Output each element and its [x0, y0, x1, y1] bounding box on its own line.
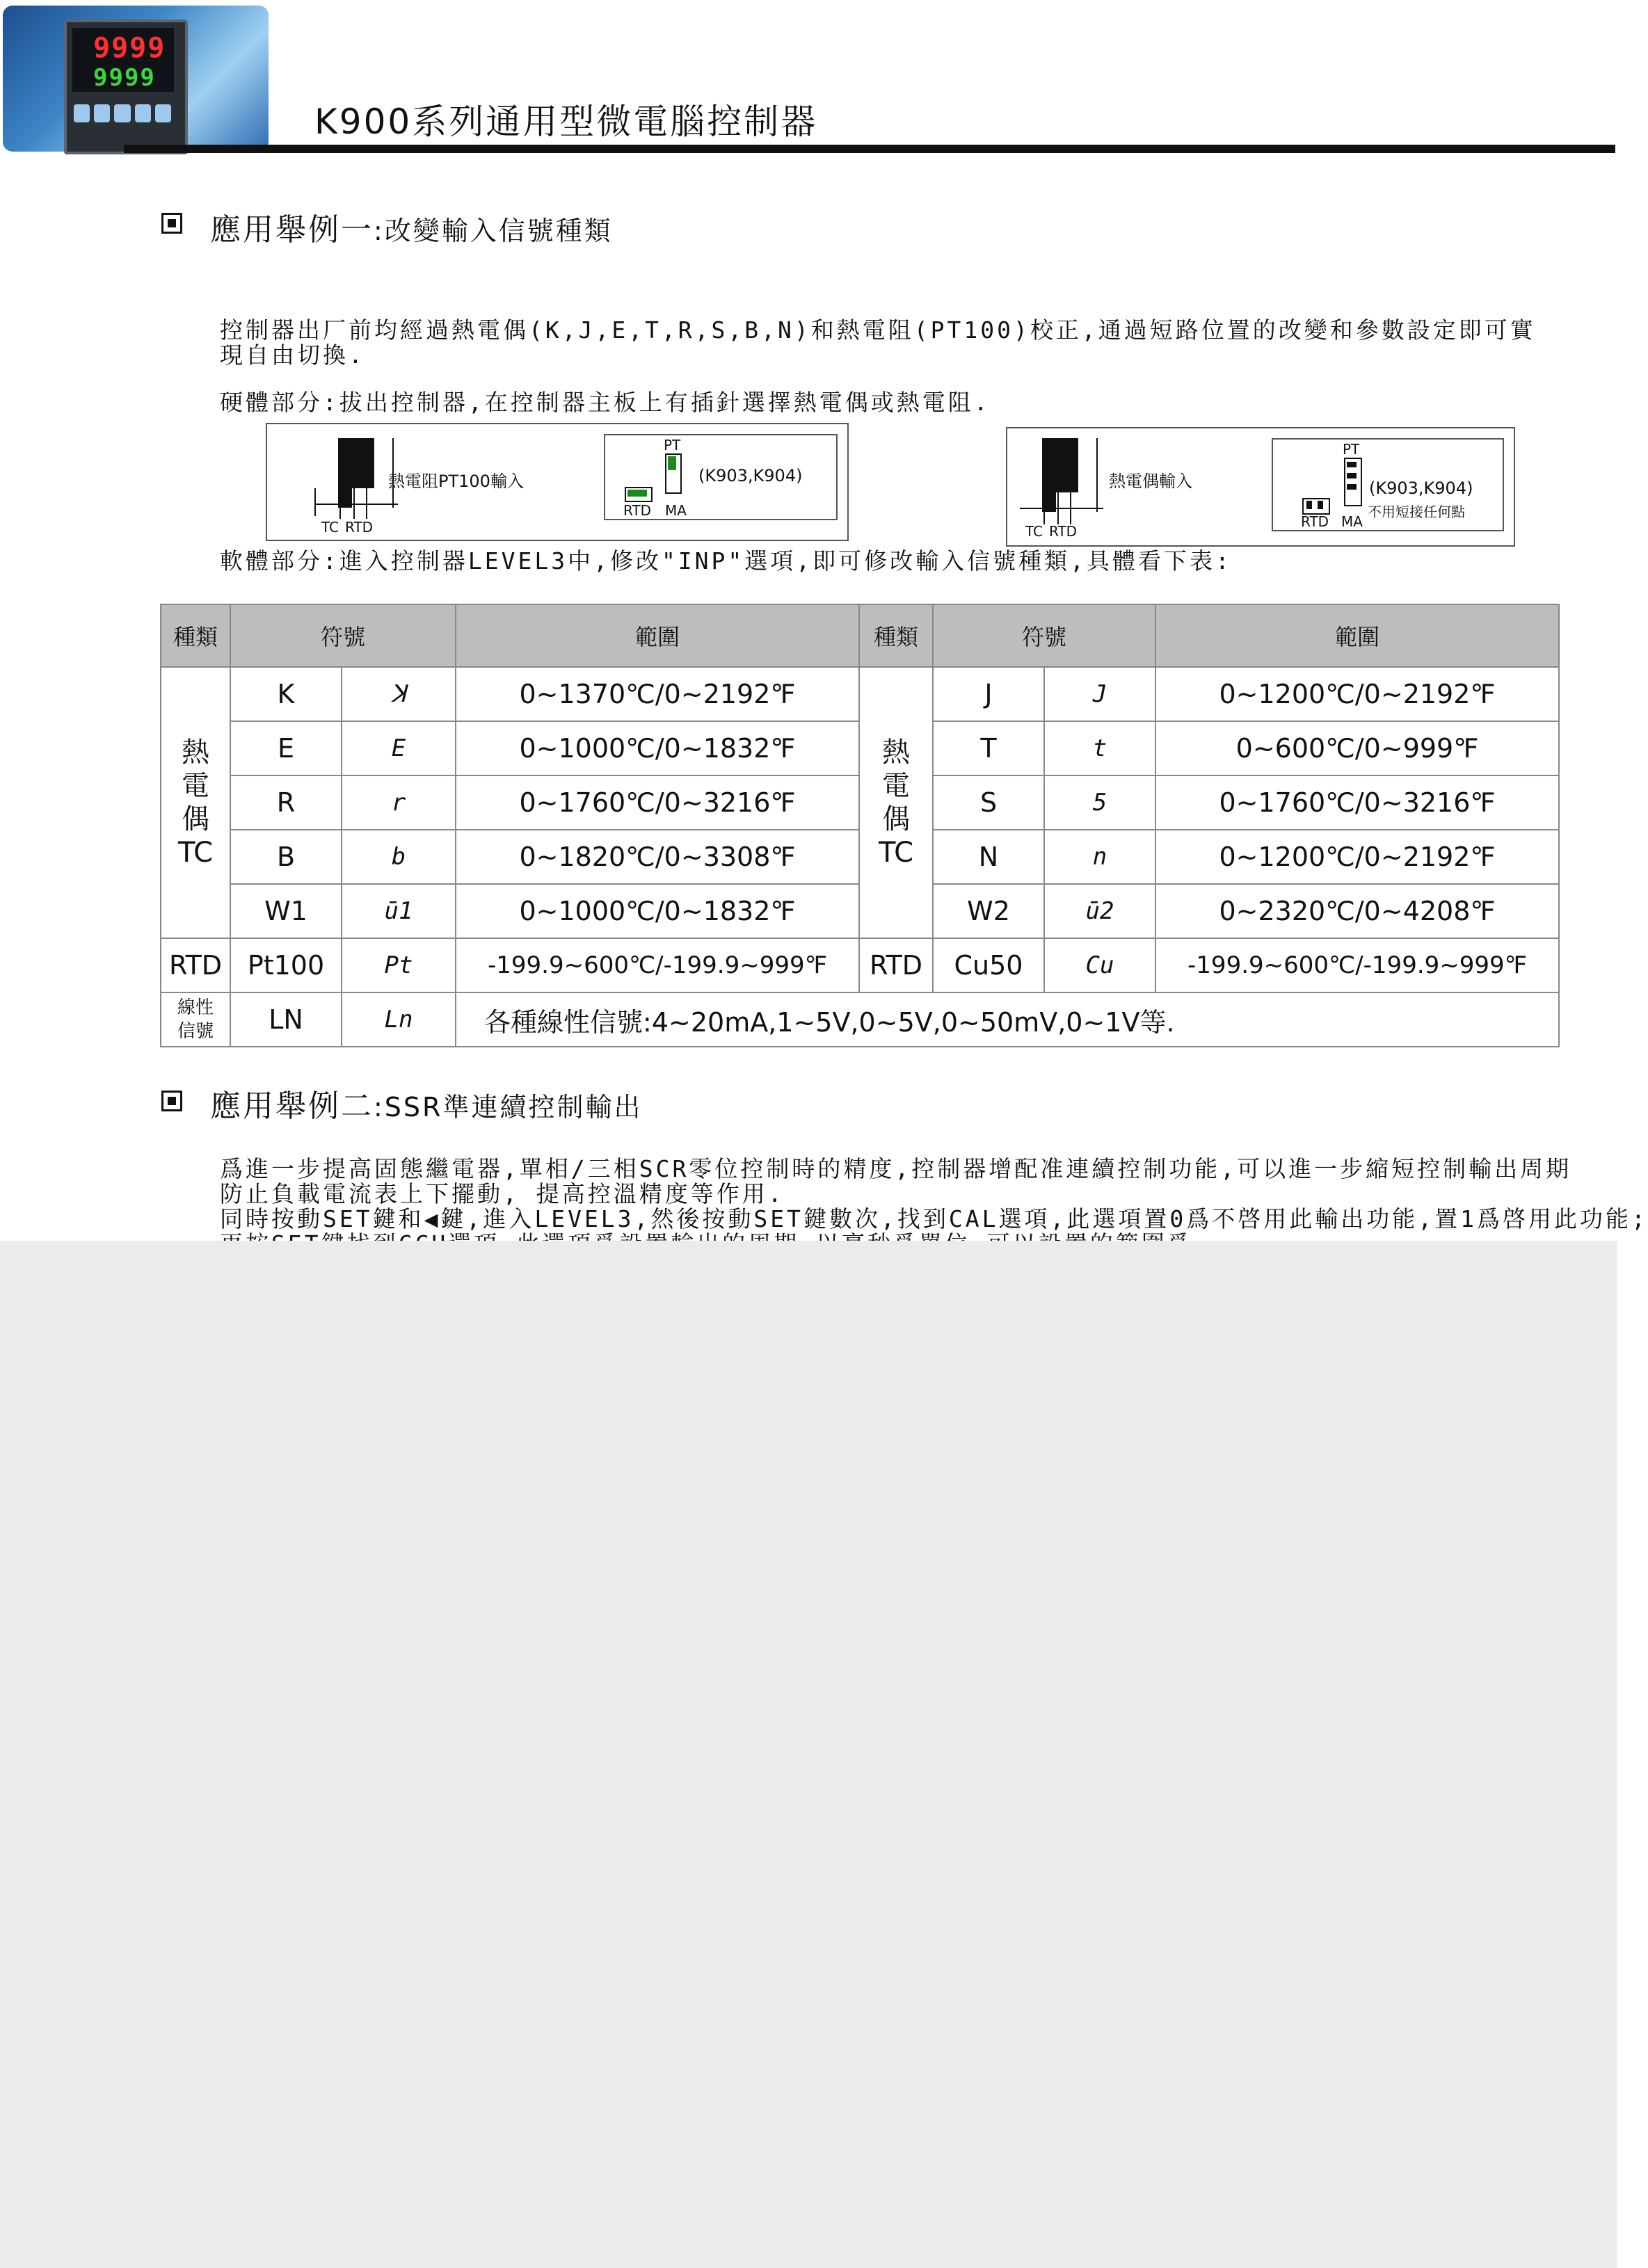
range-cell: -199.9~600℃/-199.9~999℉ — [1155, 938, 1559, 992]
symbol-cell: b — [342, 830, 456, 884]
range-cell: 0~1760℃/0~3216℉ — [456, 775, 859, 830]
tc-char-3: 偶 — [182, 803, 209, 835]
tc2-char-4: TC — [879, 837, 914, 869]
symbol-cell: r — [342, 775, 456, 830]
section1-para-line1: 控制器出厂前均經過熱電偶(K,J,E,T,R,S,B,N)和熱電阻(PT100)校正,通過短路位置的改變和參數設定即可實 — [220, 316, 1536, 344]
right-tc-label: TC — [1025, 523, 1043, 540]
code-cell: T — [933, 721, 1044, 775]
code-cell: W2 — [933, 884, 1044, 938]
header-range: 範圍 — [456, 604, 859, 667]
input-type-table — [160, 604, 1560, 1047]
tc-type-cell — [161, 667, 230, 938]
controller-device-image — [64, 19, 188, 154]
section2-bullet-icon — [161, 1091, 182, 1111]
diagram-rtd-input — [266, 423, 849, 541]
section1-subtitle: :改變輸入信號種類 — [374, 216, 613, 246]
range-cell: 0~2320℃/0~4208℉ — [1155, 884, 1559, 938]
ln-type-line1: 線性 — [177, 997, 214, 1018]
section1-para-line2: 現自由切換. — [220, 341, 365, 369]
range-cell: 0~1820℃/0~3308℉ — [456, 830, 859, 884]
code-cell: LN — [230, 992, 342, 1047]
right-jumper-box — [1272, 438, 1504, 531]
right-rtd2-label: RTD — [1301, 513, 1329, 530]
diagram-tc-input — [1006, 427, 1515, 547]
header-symbol-2: 符號 — [933, 604, 1155, 667]
code-cell: Pt100 — [230, 938, 342, 992]
section1-bullet-icon — [161, 213, 182, 234]
section2-title: 應用舉例二 — [210, 1088, 374, 1124]
header-type-2: 種類 — [859, 604, 933, 667]
code-cell: Cu50 — [933, 938, 1044, 992]
right-diagram-label: 熱電偶輸入 — [1109, 472, 1192, 491]
symbol-cell: ū2 — [1044, 884, 1155, 938]
section2-line3: 同時按動SET鍵和◀鍵,進入LEVEL3,然後按動SET鍵數次,找到CAL選項,此選項置0爲不啓用此輸出功能,置1爲啓用此功能; — [220, 1205, 1648, 1232]
section2-line2: 防止負載電流表上下擺動, 提高控溫精度等作用. — [220, 1180, 785, 1207]
left-rtd-label: RTD — [345, 519, 374, 536]
left-models-label: (K903,K904) — [698, 466, 803, 485]
range-cell: -199.9~600℃/-199.9~999℉ — [456, 938, 859, 992]
ln-range-cell: 各種線性信號:4~20mA,1~5V,0~5V,0~50mV,0~1V等. — [456, 992, 1559, 1047]
symbol-cell: ꓘ — [342, 667, 456, 721]
right-note-label: 不用短接任何點 — [1368, 504, 1465, 520]
left-jumper-box — [604, 434, 838, 520]
table-row — [161, 667, 1559, 721]
symbol-cell: n — [1044, 830, 1155, 884]
code-cell: S — [933, 775, 1044, 830]
tc2-char-1: 熱 — [882, 737, 911, 769]
range-cell: 0~1760℃/0~3216℉ — [1155, 775, 1559, 830]
device-keys — [74, 104, 171, 122]
header-symbol: 符號 — [230, 604, 456, 667]
device-sv-readout: 9999 — [93, 64, 156, 92]
tc-char-1: 熱 — [182, 737, 209, 769]
right-rtd-label: RTD — [1049, 523, 1078, 540]
header-type: 種類 — [161, 604, 230, 667]
symbol-cell: Ln — [342, 992, 456, 1047]
type-cell: RTD — [161, 938, 230, 992]
right-models-label: (K903,K904) — [1369, 478, 1473, 498]
symbol-cell: J — [1044, 667, 1155, 721]
range-cell: 0~1370℃/0~2192℉ — [456, 667, 859, 721]
range-cell: 0~1000℃/0~1832℉ — [456, 721, 859, 775]
symbol-cell: ū1 — [342, 884, 456, 938]
header-rule — [124, 145, 1615, 153]
section1-heading — [210, 204, 613, 249]
symbol-cell: Pt — [342, 938, 456, 992]
range-cell: 0~1200℃/0~2192℉ — [1155, 667, 1559, 721]
symbol-cell: E — [342, 721, 456, 775]
ln-type-line2: 信號 — [177, 1021, 214, 1042]
tc2-char-3: 偶 — [882, 803, 911, 835]
device-display — [72, 28, 174, 92]
header-range-2: 範圍 — [1155, 604, 1559, 667]
table-header-row — [161, 604, 1559, 667]
device-pv-readout: 9999 — [93, 32, 166, 64]
right-ma-label: MA — [1341, 513, 1363, 530]
tc-char-4: TC — [177, 837, 214, 869]
tc2-char-2: 電 — [882, 770, 911, 802]
symbol-cell: Cu — [1044, 938, 1155, 992]
section2-subtitle: :SSR準連續控制輸出 — [374, 1092, 643, 1123]
type-cell-ln — [161, 992, 230, 1047]
section2-heading — [210, 1081, 642, 1125]
code-cell: J — [933, 667, 1044, 721]
section2-line1: 爲進一步提高固態繼電器,單相/三相SCR零位控制時的精度,控制器增配准連續控制功能,可以進一步縮短控制輸出周期 — [220, 1155, 1572, 1182]
hardware-text: 硬體部分:拔出控制器,在控制器主板上有插針選擇熱電偶或熱電阻. — [220, 389, 991, 416]
tc-char-2: 電 — [182, 770, 209, 802]
symbol-cell: 5 — [1044, 775, 1155, 830]
code-cell: W1 — [230, 884, 342, 938]
blank-lower-area — [0, 1241, 1617, 2268]
left-ma-label: MA — [665, 502, 687, 519]
section1-title: 應用舉例一 — [210, 212, 374, 248]
type-cell-2: RTD — [859, 938, 933, 992]
code-cell: K — [230, 667, 342, 721]
tc-type-cell-2 — [859, 667, 933, 938]
range-cell: 0~1200℃/0~2192℉ — [1155, 830, 1559, 884]
range-cell: 0~1000℃/0~1832℉ — [456, 884, 859, 938]
left-rtd2-label: RTD — [623, 502, 652, 519]
symbol-cell: t — [1044, 721, 1155, 775]
left-diagram-label: 熱電阻PT100輸入 — [388, 472, 524, 491]
software-text: 軟體部分:進入控制器LEVEL3中,修改"INP"選項,即可修改輸入信號種類,具體看下表: — [220, 547, 1232, 574]
code-cell: N — [933, 830, 1044, 884]
table-row-rtd — [161, 938, 1559, 992]
page-title: K900系列通用型微電腦控制器 — [314, 102, 818, 142]
left-tc-label: TC — [321, 519, 339, 536]
code-cell: R — [230, 775, 342, 830]
table-row-ln — [161, 992, 1559, 1047]
range-cell: 0~600℃/0~999℉ — [1155, 721, 1559, 775]
left-pt-label: PT — [664, 437, 681, 453]
code-cell: B — [230, 830, 342, 884]
right-pt-label: PT — [1343, 441, 1360, 458]
code-cell: E — [230, 721, 342, 775]
product-photo — [3, 6, 269, 152]
